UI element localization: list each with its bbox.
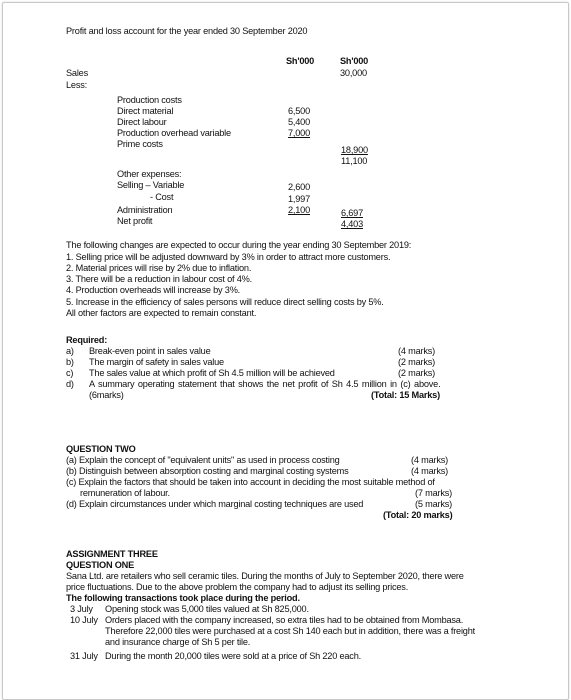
transaction-date: 10 July [70,615,98,625]
transaction-text-continued: Therefore 22,000 tiles were purchased at a cost Sh 140 each but in addition, there was a freight [105,626,475,636]
q2-a-marks: (4 marks) [411,455,448,465]
production-overhead-value: 7,000 [288,128,310,138]
production-costs-label: Production costs [117,95,182,105]
administration-label: Administration [117,205,173,215]
changes-intro: The following changes are expected to occur during the year ending 30 September 2019: [66,240,412,250]
question-one-heading: QUESTION ONE [66,560,135,570]
prime-costs-value: 18,900 [341,145,368,155]
change-item: 5. Increase in the efficiency of sales persons will reduce direct selling costs by 5%. [66,297,384,307]
pl-title: Profit and loss account for the year ended 30 September 2020 [66,26,308,36]
transactions-heading: The following transactions took place during the period. [66,593,300,603]
subtotal-value: 11,100 [341,156,368,166]
q2-b-marks: (4 marks) [411,466,448,476]
required-c-letter: c) [66,368,74,378]
less-label: Less: [66,80,87,90]
transaction-date: 3 July [70,604,93,614]
change-item: 4. Production overheads will increase by 3%. [66,285,241,295]
direct-labour-value: 5,400 [288,117,310,127]
sales-label: Sales [66,68,88,78]
cost-label: - Cost [150,192,174,202]
prime-costs-label: Prime costs [117,139,163,149]
cost-value: 1,997 [288,194,310,204]
transaction-date: 31 July [70,651,98,661]
direct-material-label: Direct material [117,106,174,116]
net-profit-label: Net profit [117,216,153,226]
question-two-heading: QUESTION TWO [66,444,136,454]
sales-value: 30,000 [340,68,367,78]
change-item: 3. There will be a reduction in labour cost of 4%. [66,274,252,284]
change-item: 1. Selling price will be adjusted downward by 3% in order to attract more customers. [66,252,391,262]
q2-d-text: (d) Explain circumstances under which marginal costing techniques are used [66,499,364,509]
q2-b-text: (b) Distinguish between absorption costing and marginal costing systems [66,466,349,476]
q2-total: (Total: 20 marks) [383,510,453,520]
administration-value: 2,100 [288,205,310,215]
other-expenses-label: Other expenses: [117,169,182,179]
q2-a-text: (a) Explain the concept of "equivalent units" as used in process costing [66,455,340,465]
other-factors-note: All other factors are expected to remain constant. [66,308,257,318]
net-profit-value: 4,403 [341,219,363,229]
transaction-text: Orders placed with the company increased, so extra tiles had to be obtained from Mombasa. [105,615,464,625]
required-total: (Total: 15 Marks) [371,390,440,400]
direct-material-value: 6,500 [288,106,310,116]
required-c-text: The sales value at which profit of Sh 4.5 million will be achieved [89,368,335,378]
selling-variable-label: Selling – Variable [117,180,185,190]
col2-header: Sh'000 [340,56,369,66]
q2-d-marks: (5 marks) [415,499,452,509]
required-c-marks: (2 marks) [398,368,435,378]
transaction-text: During the month 20,000 tiles were sold at a price of Sh 220 each. [105,651,361,661]
required-d-marks: (6marks) [89,390,124,400]
q2-c-text: (c) Explain the factors that should be taken into account in deciding the most suitable method of [66,477,435,487]
required-b-marks: (2 marks) [398,357,435,367]
assignment-paragraph-line2: price fluctuations. Due to the above problem the company had to adjust its selling prices. [66,582,409,592]
production-overhead-label: Production overhead variable [117,128,231,138]
selling-variable-value: 2,600 [288,182,310,192]
change-item: 2. Material prices will rise by 2% due to inflation. [66,263,252,273]
transaction-text: Opening stock was 5,000 tiles valued at Sh 825,000. [105,604,309,614]
direct-labour-label: Direct labour [117,117,167,127]
transaction-text-continued: and insurance charge of Sh 5 per tile. [105,637,251,647]
required-a-text: Break-even point in sales value [89,346,211,356]
required-b-text: The margin of safety in sales value [89,357,224,367]
assignment-three-heading: ASSIGNMENT THREE [66,549,158,559]
q2-c-text-continued: remuneration of labour. [80,488,170,498]
required-a-letter: a) [66,346,74,356]
col1-header: Sh'000 [286,56,315,66]
required-b-letter: b) [66,357,74,367]
required-a-marks: (4 marks) [398,346,435,356]
required-heading: Required: [66,335,108,345]
required-d-text: A summary operating statement that shows the net profit of Sh 4.5 million in (c) above. [89,379,441,389]
required-d-letter: d) [66,379,74,389]
assignment-paragraph-line1: Sana Ltd. are retailers who sell ceramic tiles. During the months of July to September 2020, there were [66,571,464,581]
q2-c-marks: (7 marks) [415,488,452,498]
other-expenses-total: 6,697 [341,208,363,218]
